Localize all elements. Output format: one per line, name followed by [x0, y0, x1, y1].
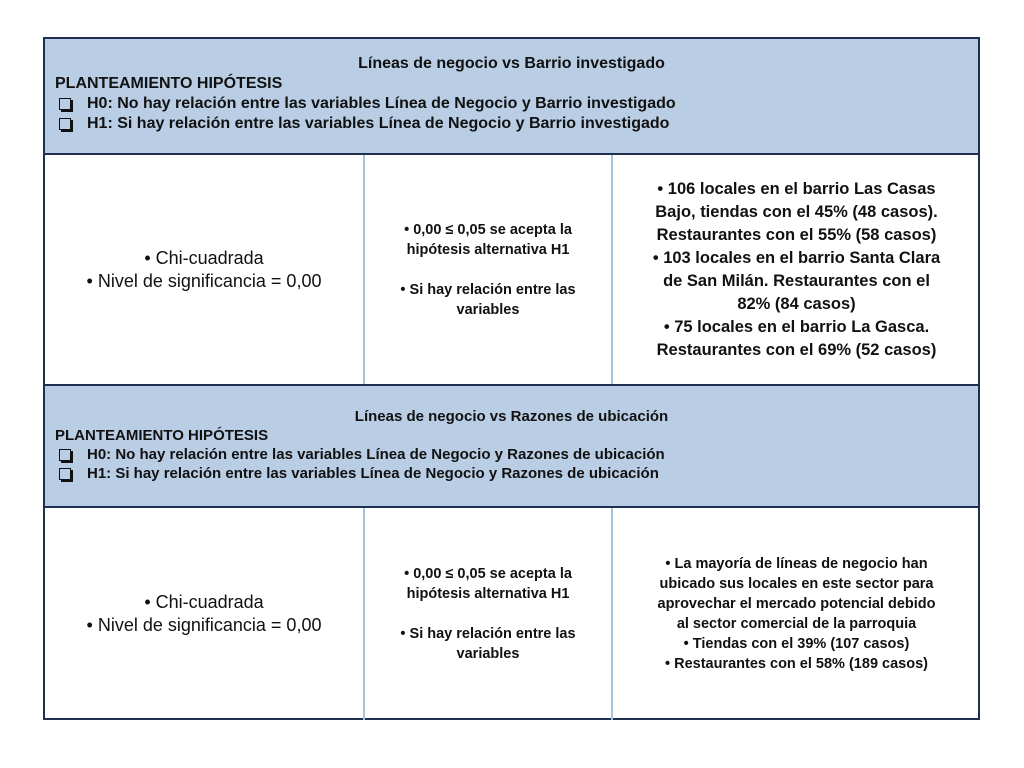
finding-line: Restaurantes con el 69% (52 casos): [656, 340, 937, 359]
checkbox-bullet-icon: [59, 98, 71, 110]
section2-h1-text: H1: Si hay relación entre las variables Línea de Negocio y Razones de ubicación: [87, 465, 659, 482]
section1-row: [45, 155, 978, 384]
checkbox-bullet-icon: [59, 468, 71, 480]
result-line: • 0,00 ≤ 0,05 se acepta la: [404, 566, 572, 582]
method-line: • Chi-cuadrada: [144, 247, 264, 268]
finding-line: aprovechar el mercado potencial debido: [657, 596, 936, 612]
result-line: • Si hay relación entre las: [400, 626, 576, 642]
section1-h0-text: H0: No hay relación entre las variables Línea de Negocio y Barrio investigado: [87, 95, 676, 112]
section2-findings-cell: [613, 508, 980, 720]
hypothesis-table: [43, 37, 980, 720]
method-line: • Nivel de significancia = 0,00: [86, 270, 322, 291]
result-line: hipótesis alternativa H1: [406, 586, 570, 602]
result-line: variables: [456, 646, 520, 662]
section2-h0: [55, 446, 968, 463]
section2-title: Líneas de negocio vs Razones de ubicación: [354, 408, 669, 425]
section1-h1: [55, 115, 968, 133]
finding-line: al sector comercial de la parroquia: [676, 616, 917, 632]
finding-line: • 75 locales en el barrio La Gasca.: [663, 317, 930, 336]
section2-row: [45, 508, 978, 720]
finding-line: • Restaurantes con el 58% (189 casos): [665, 656, 928, 672]
section1-title: Líneas de negocio vs Barrio investigado: [358, 55, 665, 72]
finding-line: ubicado sus locales en este sector para: [659, 576, 934, 592]
section1-header: [45, 39, 978, 155]
result-line: hipótesis alternativa H1: [406, 241, 570, 258]
finding-line: de San Milán. Restaurantes con el: [663, 271, 930, 290]
finding-line: Restaurantes con el 55% (58 casos): [656, 225, 937, 244]
checkbox-bullet-icon: [59, 118, 71, 130]
section2-result-cell: [365, 508, 613, 720]
section1-h0: [55, 95, 968, 113]
section2-h0-text: H0: No hay relación entre las variables Línea de Negocio y Razones de ubicación: [87, 446, 665, 463]
finding-line: Bajo, tiendas con el 45% (48 casos).: [655, 202, 938, 221]
section2-header: [45, 384, 978, 508]
result-line: • Si hay relación entre las: [400, 281, 576, 298]
method-line: • Chi-cuadrada: [144, 592, 264, 612]
finding-line: 82% (84 casos): [737, 294, 856, 313]
section1-subtitle: PLANTEAMIENTO HIPÓTESIS: [55, 75, 283, 92]
finding-line: • 103 locales en el barrio Santa Clara: [652, 248, 941, 267]
result-line: variables: [456, 301, 520, 318]
section2-h1: [55, 465, 968, 482]
section1-h1-text: H1: Si hay relación entre las variables Línea de Negocio y Barrio investigado: [87, 115, 670, 132]
method-line: • Nivel de significancia = 0,00: [86, 615, 322, 635]
checkbox-bullet-icon: [59, 449, 71, 461]
result-line: • 0,00 ≤ 0,05 se acepta la: [404, 221, 572, 238]
section1-method-cell: [45, 155, 365, 384]
finding-line: • 106 locales en el barrio Las Casas: [657, 179, 936, 198]
finding-line: • Tiendas con el 39% (107 casos): [683, 636, 910, 652]
section2-method-cell: [45, 508, 365, 720]
section2-subtitle: PLANTEAMIENTO HIPÓTESIS: [55, 427, 269, 444]
finding-line: • La mayoría de líneas de negocio han: [665, 556, 928, 572]
section1-result-cell: [365, 155, 613, 384]
section1-findings-cell: [613, 155, 980, 384]
